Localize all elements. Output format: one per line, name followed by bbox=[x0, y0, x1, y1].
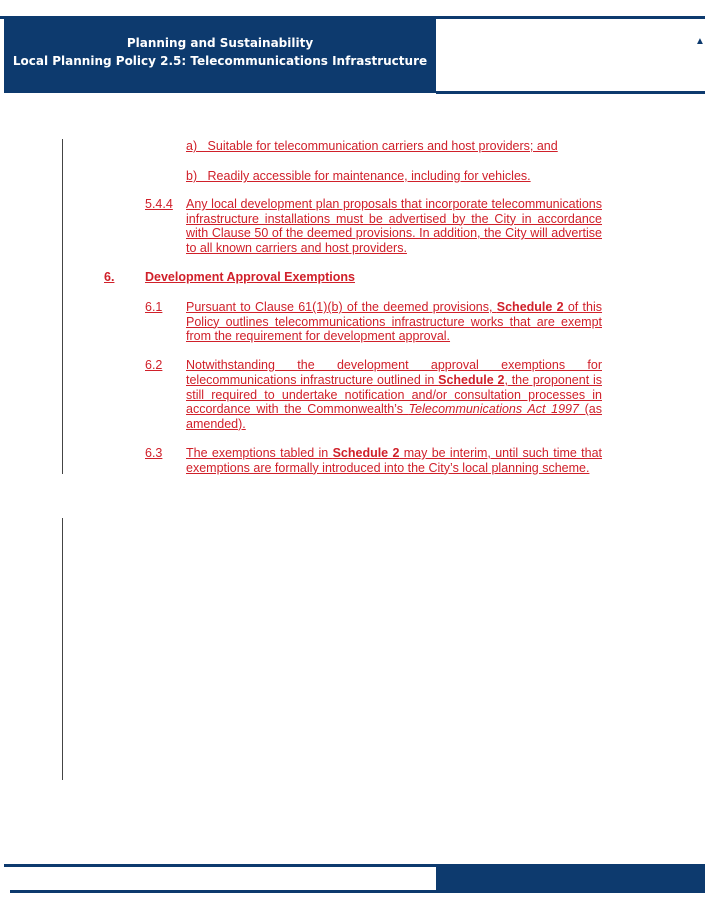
clause-number: 6.2 bbox=[145, 358, 163, 372]
schedule-reference: Schedule 2 bbox=[438, 373, 505, 387]
section-number: 6. bbox=[104, 270, 115, 284]
header-department: Planning and Sustainability bbox=[126, 36, 314, 50]
act-title: Telecommunications Act 1997 bbox=[408, 402, 579, 416]
clause-number: 6.3 bbox=[145, 446, 163, 460]
section-heading: Development Approval Exemptions bbox=[145, 270, 355, 284]
clause-6-2-line1: Notwithstanding the development approval exemptions for bbox=[186, 358, 602, 372]
clause-6-3-text: The exemptions tabled in Schedule 2 may be interim, until such time that exemptions are formally introduced into the City’s local planning scheme. bbox=[186, 446, 603, 475]
page-header bbox=[4, 19, 436, 93]
clause-6-1-text: Pursuant to Clause 61(1)(b) of the deemed provisions, Schedule 2 of this Policy outlines telecommunications infrastructure works that are exempt from the requirement for development approval. bbox=[186, 300, 603, 343]
header-logo-area bbox=[436, 19, 705, 91]
footer-rule-bottom bbox=[10, 890, 436, 893]
clause-number: 6.1 bbox=[145, 300, 163, 314]
list-item-a: a) Suitable for telecommunication carriers and host providers; and bbox=[186, 139, 558, 153]
header-rule-bottom bbox=[436, 91, 705, 94]
schedule-reference: Schedule 2 bbox=[496, 300, 564, 314]
change-bar bbox=[62, 518, 63, 780]
clause-number: 5.4.4 bbox=[145, 197, 173, 211]
list-item-b: b) Readily accessible for maintenance, including for vehicles. bbox=[186, 169, 531, 183]
clause-6-2-text: telecommunications infrastructure outlined in Schedule 2, the proponent is still required to undertake notification and/or consultation processes in accordance with the Commonwealth’s Telecommunications Act 1997 (as amended). bbox=[186, 373, 602, 431]
clause-5-4-4-text: Any local development plan proposals that incorporate telecommunications infrastructure installations must be advertised by the City in accordance with Clause 50 of the deemed provisions. In addition, the City will advertise to all known carriers and host providers. bbox=[186, 197, 602, 255]
schedule-reference: Schedule 2 bbox=[332, 446, 400, 460]
city-logo-icon: ▲ bbox=[695, 36, 705, 47]
footer-band bbox=[436, 867, 705, 893]
change-bar bbox=[62, 139, 63, 474]
header-policy-title: Local Planning Policy 2.5: Telecommunications Infrastructure bbox=[12, 54, 428, 68]
